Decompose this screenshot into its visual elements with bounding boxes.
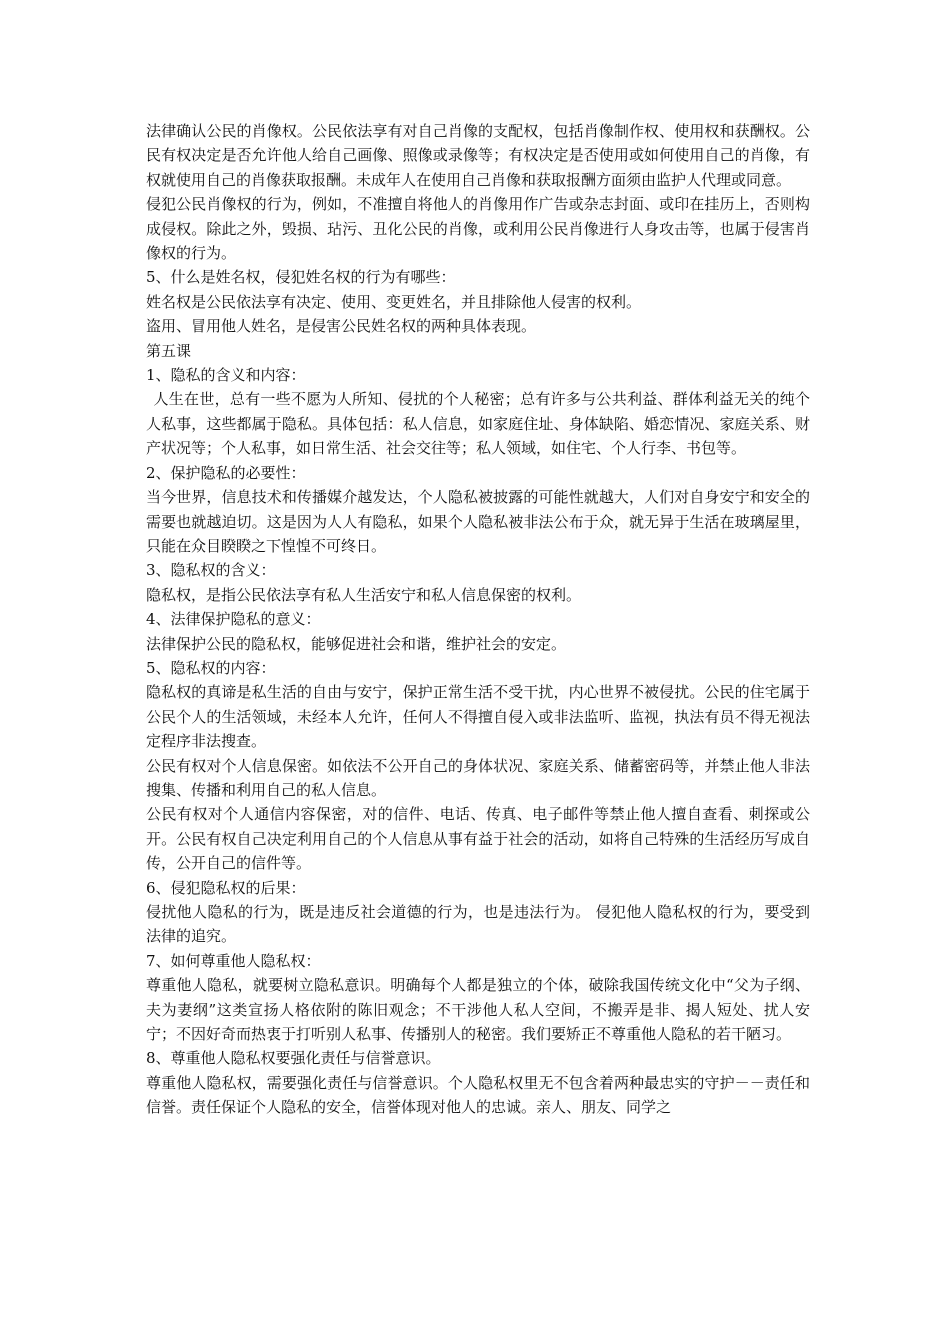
heading-infringement-consequence: 6、侵犯隐私权的后果： bbox=[146, 878, 306, 897]
paragraph-personal-info: 公民有权对个人信息保密。如依法不公开自己的身体状况、家庭关系、储蓄密码等，并禁止他人非法搜集、传播和利用自己的私人信息。 bbox=[146, 756, 810, 799]
heading-legal-protection: 4、法律保护隐私的意义： bbox=[146, 610, 321, 629]
paragraph-responsibility-credit: 尊重他人隐私权，需要强化责任与信誉意识。个人隐私权里无不包含着两种最忠实的守护－－责任和信誉。责任保证个人隐私的安全，信誉体现对他人的忠诚。亲人、朋友、同学之 bbox=[146, 1073, 810, 1117]
heading-name-right: 5、什么是姓名权，侵犯姓名权的行为有哪些： bbox=[146, 268, 456, 287]
paragraph-name-right-definition: 姓名权是公民依法享有决定、使用、变更姓名，并且排除他人侵害的权利。 bbox=[146, 292, 642, 311]
paragraph-privacy-meaning: 人生在世，总有一些不愿为人所知、侵扰的个人秘密；总有许多与公共利益、群体利益无关的纯个人私事，这些都属于隐私。具体包括：私人信息，如家庭住址、身体缺陷、婚恋情况、家庭关系、财产状况等；个人私事，如日常生活、社会交往等；私人领域，如住宅、个人行李、书包等。 bbox=[146, 390, 810, 458]
paragraph-privacy-right-meaning: 隐私权，是指公民依法享有私人生活安宁和私人信息保密的权利。 bbox=[146, 585, 582, 604]
heading-privacy-necessity: 2、保护隐私的必要性： bbox=[146, 463, 306, 482]
paragraph-respect-privacy: 尊重他人隐私，就要树立隐私意识。明确每个人都是独立的个体，破除我国传统文化中“父为子纲、夫为妻纲”这类宣扬人格依附的陈旧观念；不干涉他人私人空间，不搬弄是非、揭人短处、扰人安宁；不因好奇而热衷于打听别人私事、传播别人的秘密。我们要矫正不尊重他人隐私的若干陋习。 bbox=[146, 976, 810, 1044]
paragraph-name-right-infringement: 盗用、冒用他人姓名，是侵害公民姓名权的两种具体表现。 bbox=[146, 317, 537, 336]
heading-responsibility-credit: 8、尊重他人隐私权要强化责任与信誉意识。 bbox=[146, 1049, 441, 1068]
paragraph-communication: 公民有权对个人通信内容保密，对的信件、电话、传真、电子邮件等禁止他人擅自查看、刺探或公开。公民有权自己决定利用自己的个人信息从事有益于社会的活动，如将自己特殊的生活经历写成自传，公开自己的信件等。 bbox=[146, 805, 810, 873]
paragraph-privacy-necessity: 当今世界，信息技术和传播媒介越发达，个人隐私被披露的可能性就越大，人们对自身安宁和安全的需要也就越迫切。这是因为人人有隐私，如果个人隐私被非法公布于众，就无异于生活在玻璃屋里，只能在众目睽睽之下惶惶不可终日。 bbox=[146, 488, 810, 555]
paragraph-portrait-right: 法律确认公民的肖像权。公民依法享有对自己肖像的支配权，包括肖像制作权、使用权和获酬权。公民有权决定是否允许他人给自己画像、照像或录像等；有权决定是否使用或如何使用自己的肖像，有权就使用自己的肖像获取报酬。未成年人在使用自己肖像和获取报酬方面须由监护人代理或同意。 bbox=[146, 122, 810, 189]
paragraph-portrait-infringement: 侵犯公民肖像权的行为，例如，不准擅自将他人的肖像用作广告或杂志封面、或印在挂历上，否则构成侵权。除此之外，毁损、玷污、丑化公民的肖像，或利用公民肖像进行人身攻击等，也属于侵害肖像权的行为。 bbox=[146, 195, 810, 263]
heading-respect-privacy: 7、如何尊重他人隐私权： bbox=[146, 951, 321, 970]
document-body bbox=[146, 119, 810, 1120]
heading-privacy-right-content: 5、隐私权的内容： bbox=[146, 658, 276, 677]
lesson-title: 第五课 bbox=[146, 341, 192, 360]
paragraph-privacy-right-essence: 隐私权的真谛是私生活的自由与安宁，保护正常生活不受干扰，内心世界不被侵扰。公民的住宅属于公民个人的生活领域，未经本人允许，任何人不得擅自侵入或非法监听、监视，执法有员不得无视法定程序非法搜查。 bbox=[146, 683, 810, 751]
heading-privacy-right-meaning: 3、隐私权的含义： bbox=[146, 561, 276, 580]
paragraph-infringement-consequence: 侵扰他人隐私的行为，既是违反社会道德的行为，也是违法行为。 侵犯他人隐私权的行为，要受到法律的追究。 bbox=[146, 903, 810, 946]
paragraph-legal-protection: 法律保护公民的隐私权，能够促进社会和谐，维护社会的安定。 bbox=[146, 634, 567, 653]
heading-privacy-meaning: 1、隐私的含义和内容： bbox=[146, 366, 306, 385]
